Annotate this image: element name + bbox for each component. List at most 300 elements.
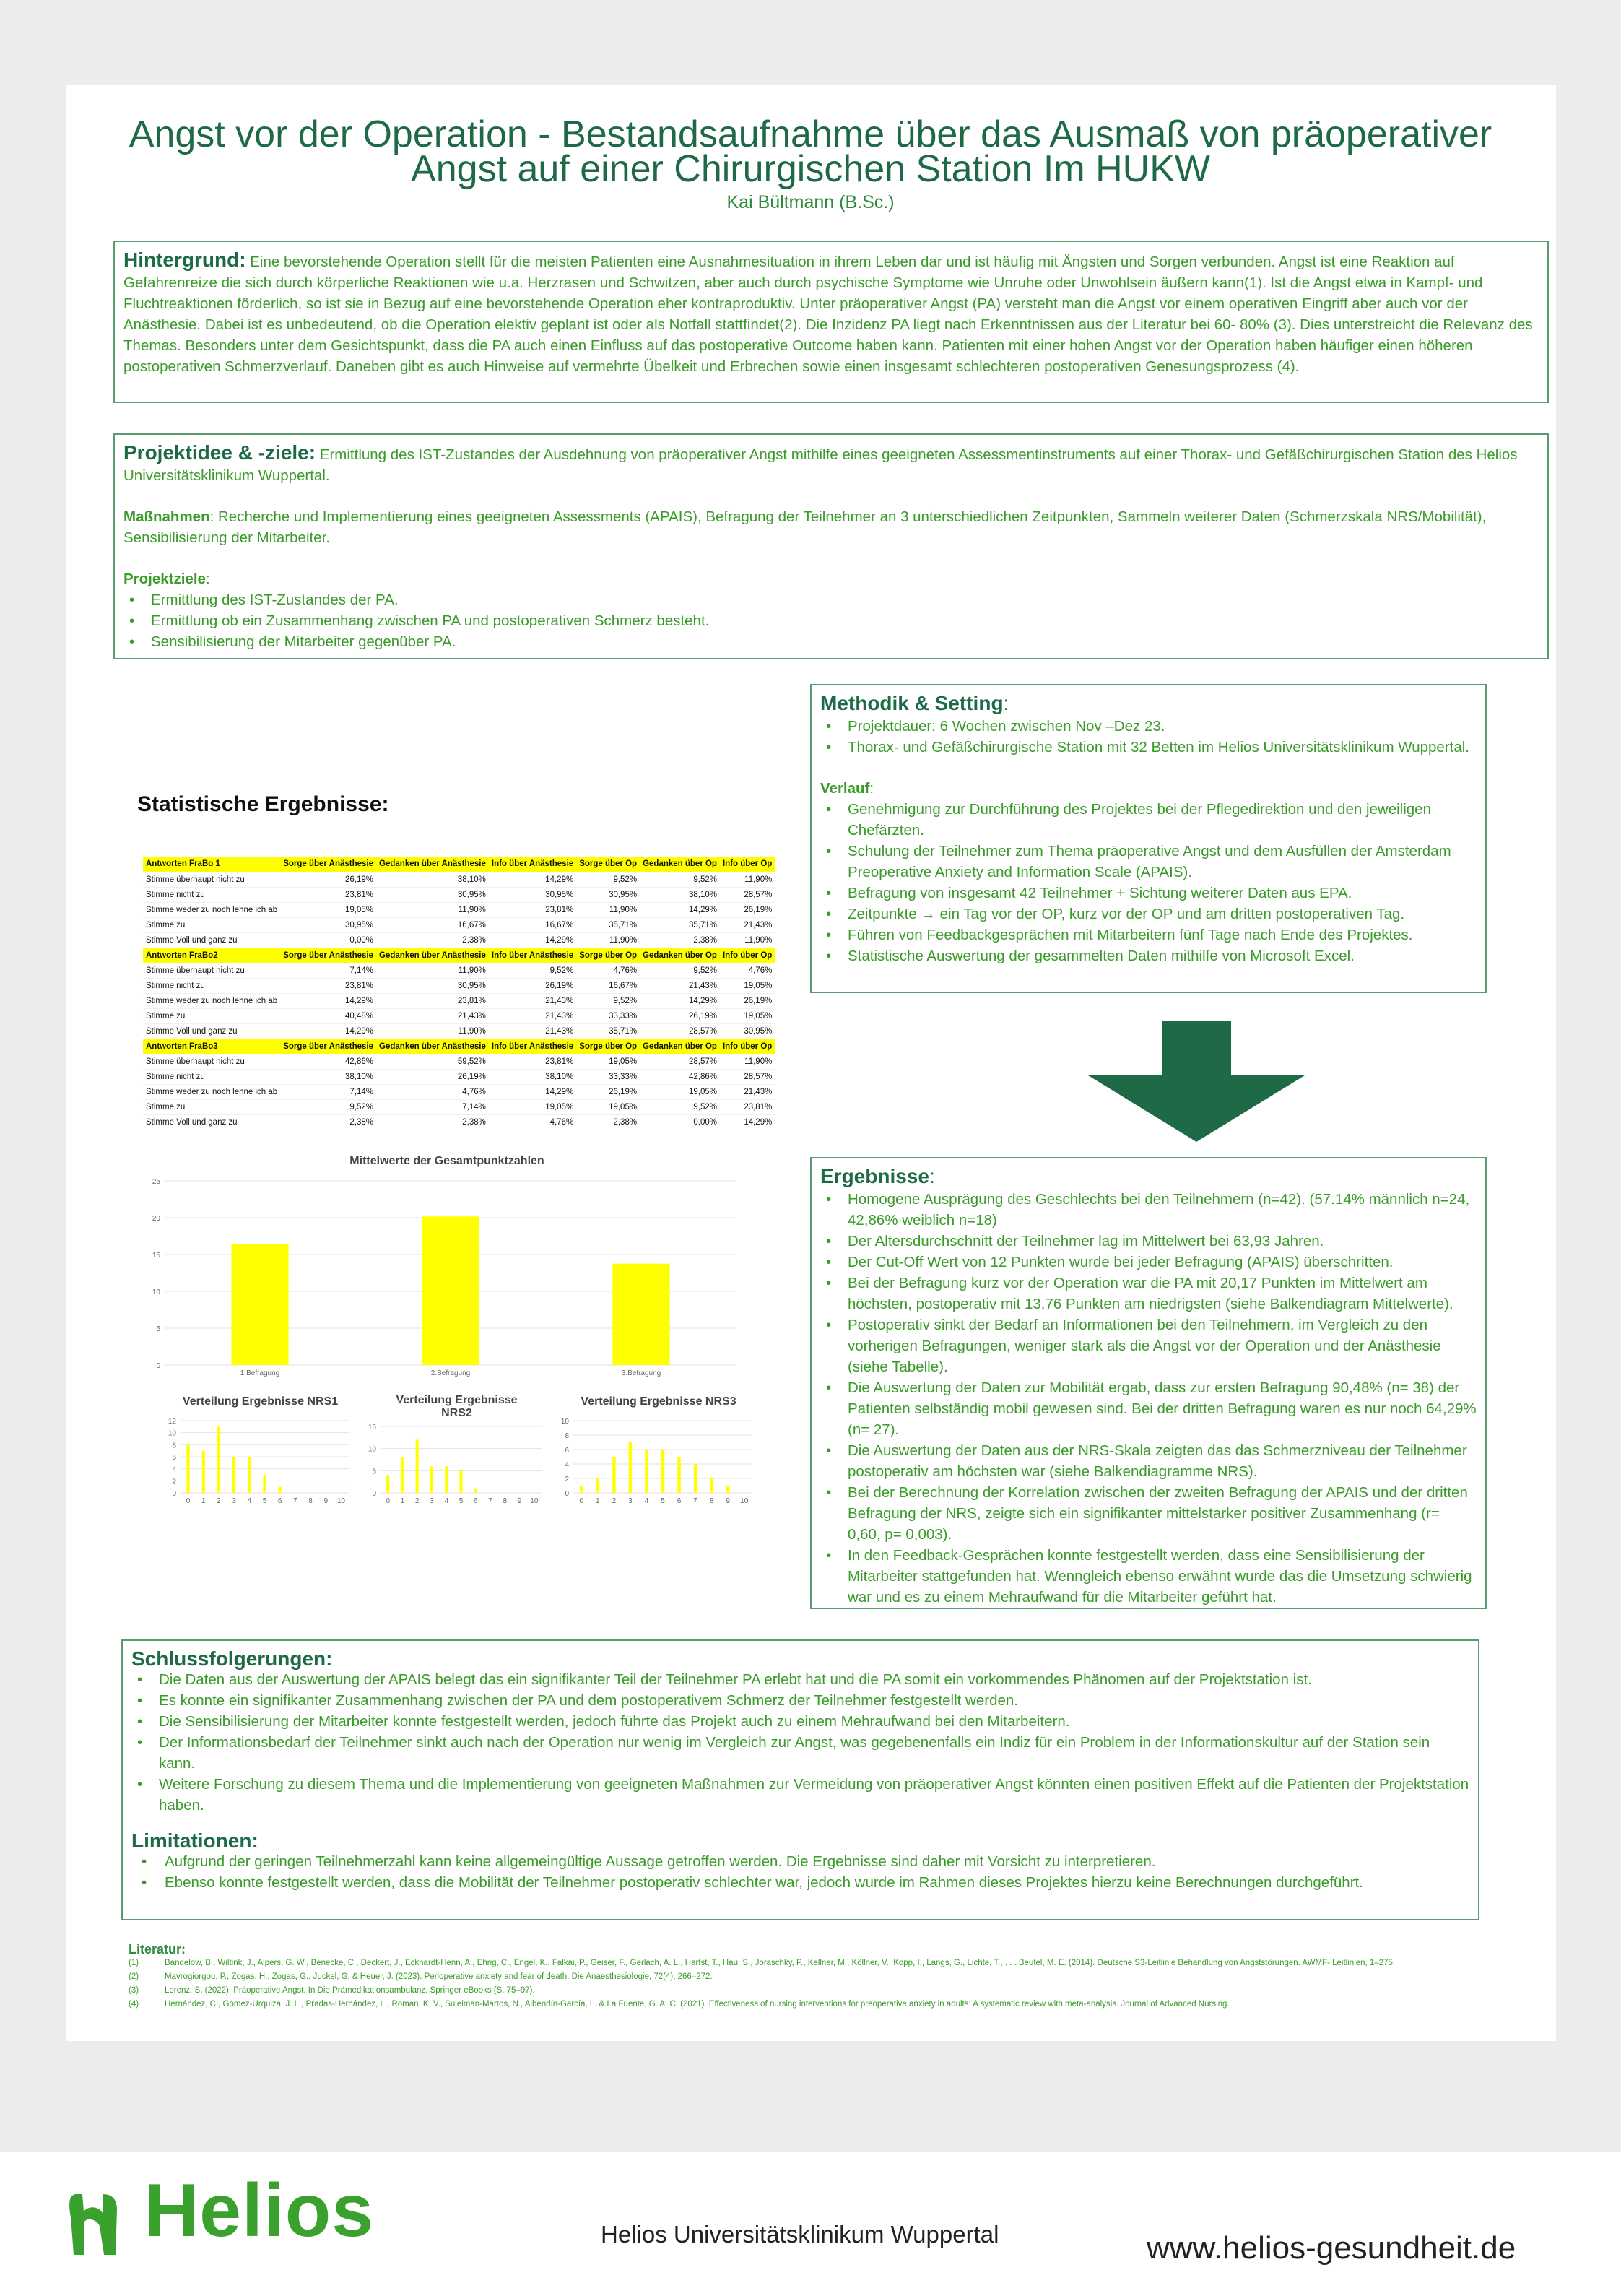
ergebnisse-box: [810, 1157, 1487, 1609]
table-cell: 11,90%: [720, 872, 775, 887]
list-item: • Der Altersdurchschnitt der Teilnehmer lag im Mittelwert bei 63,93 Jahren.: [820, 1231, 1477, 1252]
y-tick-label: 4: [565, 1461, 569, 1469]
statistik-heading: Statistische Ergebnisse:: [137, 792, 389, 816]
arrow-shape: [1088, 1021, 1305, 1142]
x-tick-label: 2: [612, 1497, 617, 1505]
bar: [459, 1470, 462, 1493]
column-header: Sorge über Op: [576, 1039, 640, 1054]
reference-item: (4) Hernández, C., Gómez-Urquiza, J. L., Pradas-Hernández, L., Roman, K. V., Suleiman-Martos, N., Albendín-García, L. & La Fuente, G. A. C. (2021). Effectiveness of nursing interventions for preoperative anxiety in adults: A systematic review with meta-analysis. Journal of Advanced Nursing.: [129, 2000, 1230, 2009]
column-header: Gedanken über Op: [640, 948, 720, 963]
methodik-heading: Methodik & Setting: [820, 692, 1004, 714]
hintergrund-heading: Hintergrund:: [123, 248, 246, 271]
title-line-2: Angst auf einer Chirurgischen Station Im HUKW: [411, 148, 1210, 190]
list-item: • Befragung von insgesamt 42 Teilnehmer + Sichtung weiterer Daten aus EPA.: [820, 883, 1477, 904]
massnahmen-label: Maßnahmen: [123, 508, 210, 525]
helios-logo-text: Helios: [144, 2169, 375, 2253]
table-cell: 9,52%: [640, 872, 720, 887]
row-label: Stimme überhaupt nicht zu: [143, 1054, 280, 1069]
table-cell: 2,38%: [576, 1114, 640, 1130]
row-label: Stimme weder zu noch lehne ich ab: [143, 902, 280, 917]
y-tick-label: 0: [565, 1490, 569, 1498]
bar: [661, 1450, 665, 1493]
bar: [629, 1442, 633, 1493]
table-row: [143, 917, 775, 932]
row-label: Stimme weder zu noch lehne ich ab: [143, 993, 280, 1008]
x-tick-label: 4: [644, 1497, 649, 1505]
list-item: • Die Sensibilisierung der Mitarbeiter konnte festgestellt werden, jedoch führte das Projekt auch zu einem Mehraufwand bei den Mitarbeitern.: [131, 1711, 1469, 1732]
y-tick-label: 8: [172, 1442, 176, 1450]
table-cell: 14,29%: [489, 872, 576, 887]
table-cell: 4,76%: [576, 963, 640, 978]
table-cell: 21,43%: [720, 1084, 775, 1099]
list-item: • Genehmigung zur Durchführung des Projektes bei der Pflegedirektion und den jeweiligen Chefärzten.: [820, 799, 1477, 841]
limitationen-list: [131, 1851, 1469, 1893]
methodik-list: [820, 716, 1477, 758]
x-tick-label: 8: [709, 1497, 714, 1505]
y-tick-label: 0: [372, 1490, 376, 1498]
projekt-heading: Projektidee & -ziele:: [123, 441, 316, 464]
table-cell: 4,76%: [720, 963, 775, 978]
x-tick-label: 6: [677, 1497, 682, 1505]
column-header: Sorge über Op: [576, 948, 640, 963]
x-tick-label: 5: [459, 1497, 464, 1505]
row-label: Stimme Voll und ganz zu: [143, 932, 280, 948]
y-tick-label: 6: [565, 1447, 569, 1455]
verlauf-label: Verlauf: [820, 780, 870, 797]
list-item: • Es konnte ein signifikanter Zusammenhang zwischen der PA und dem postoperativem Schmerz der Teilnehmer festgestellt werden.: [131, 1690, 1469, 1711]
table-cell: 2,38%: [376, 932, 489, 948]
bar: [474, 1489, 477, 1493]
table-cell: 2,38%: [280, 1114, 376, 1130]
list-item: • Zeitpunkte → ein Tag vor der OP, kurz vor der OP und am dritten postoperativen Tag.: [820, 904, 1477, 924]
poster-title: [0, 113, 1621, 190]
table-cell: 11,90%: [376, 1023, 489, 1039]
table-cell: 26,19%: [576, 1084, 640, 1099]
y-tick-label: 10: [152, 1288, 160, 1296]
bar: [612, 1264, 669, 1365]
reference-item: (3) Lorenz, S. (2022). Präoperative Angst. In Die Prämedikationsambulanz. Springer eBooks (S. 75–97).: [129, 1986, 535, 1995]
table-cell: 33,33%: [576, 1008, 640, 1023]
column-header: Info über Op: [720, 857, 775, 872]
table-cell: 14,29%: [280, 993, 376, 1008]
table-row: [143, 1023, 775, 1039]
footer-url[interactable]: www.helios-gesundheit.de: [1147, 2230, 1516, 2266]
table-cell: 11,90%: [576, 932, 640, 948]
chart-title: Verteilung Ergebnisse NRS3: [581, 1395, 736, 1408]
list-item: • Postoperativ sinkt der Bedarf an Informationen bei den Teilnehmern, im Vergleich zu den vorherigen Befragungen, weniger stark als die Angst vor der Operation und der Anästhesie (siehe Tabelle).: [820, 1314, 1477, 1377]
y-tick-label: 4: [172, 1465, 176, 1474]
table-cell: 35,71%: [576, 917, 640, 932]
mean-chart: [143, 1148, 751, 1387]
table-cell: 4,76%: [489, 1114, 576, 1130]
schluss-heading: Schlussfolgerungen:: [131, 1647, 333, 1670]
table-row: [143, 1054, 775, 1069]
table-cell: 19,05%: [720, 1008, 775, 1023]
helios-logo-icon: [66, 2188, 123, 2261]
table-cell: 23,81%: [489, 902, 576, 917]
table-row: [143, 1114, 775, 1130]
list-item: • Aufgrund der geringen Teilnehmerzahl kann keine allgemeingültige Aussage getroffen werden. Die Ergebnisse sind daher mit Vorsicht zu interpretieren.: [131, 1851, 1469, 1872]
y-tick-label: 20: [152, 1215, 160, 1223]
row-label: Stimme nicht zu: [143, 978, 280, 993]
x-tick-label: 0: [579, 1497, 584, 1505]
y-tick-label: 10: [368, 1445, 376, 1454]
group-label: Antworten FraBo 1: [143, 857, 280, 872]
table-cell: 19,05%: [489, 1099, 576, 1114]
y-tick-label: 15: [152, 1252, 160, 1260]
table-cell: 11,90%: [720, 932, 775, 948]
title-line-1: Angst vor der Operation - Bestandsaufnahme über das Ausmaß von präoperativer: [129, 113, 1492, 155]
projekt-box: [113, 433, 1549, 659]
list-item: • Die Daten aus der Auswertung der APAIS belegt das ein signifikanter Teil der Teilnehmer PA erlebt hat und die PA somit ein vorkommendes Phänomen auf der Projektstation ist.: [131, 1669, 1469, 1690]
schluss-box: [121, 1639, 1479, 1920]
list-item: • Projektdauer: 6 Wochen zwischen Nov –Dez 23.: [820, 716, 1477, 737]
table-header-row: [143, 948, 775, 963]
list-item: • Der Cut-Off Wert von 12 Punkten wurde bei jeder Befragung (APAIS) überschritten.: [820, 1252, 1477, 1273]
list-item: • Führen von Feedbackgesprächen mit Mitarbeitern fünf Tage nach Ende des Projektes.: [820, 924, 1477, 945]
row-label: Stimme überhaupt nicht zu: [143, 963, 280, 978]
chart-title: Verteilung Ergebnisse NRS1: [182, 1395, 339, 1408]
table-cell: 42,86%: [280, 1054, 376, 1069]
table-cell: 28,57%: [640, 1054, 720, 1069]
bar: [645, 1450, 648, 1493]
y-tick-label: 0: [172, 1490, 176, 1498]
table-cell: 16,67%: [376, 917, 489, 932]
bar: [612, 1457, 616, 1493]
table-cell: 9,52%: [489, 963, 576, 978]
column-header: Gedanken über Anästhesie: [376, 1039, 489, 1054]
x-tick-label: 5: [262, 1497, 267, 1505]
column-header: Info über Anästhesie: [489, 1039, 576, 1054]
chart-title: Verteilung Ergebnisse NRS2: [396, 1394, 518, 1419]
y-tick-label: 5: [156, 1325, 160, 1333]
projekt-text: Ermittlung des IST-Zustandes der Ausdehnung von präoperativer Angst mithilfe eines geeigneten Assessmentinstruments auf einer Thorax- und Gefäßchirurgischen Station des Helios Universitätsklinikum Wuppertal.: [123, 446, 1518, 484]
x-tick-label: 2: [217, 1497, 221, 1505]
table-cell: 42,86%: [640, 1069, 720, 1084]
table-row: [143, 978, 775, 993]
table-row: [143, 1069, 775, 1084]
x-tick-label: 8: [308, 1497, 313, 1505]
table-row: [143, 887, 775, 902]
x-tick-label: 6: [277, 1497, 282, 1505]
table-cell: 19,05%: [280, 902, 376, 917]
table-row: [143, 993, 775, 1008]
methodik-colon: :: [1003, 692, 1009, 714]
table-cell: 16,67%: [576, 978, 640, 993]
table-cell: 26,19%: [376, 1069, 489, 1084]
table-cell: 38,10%: [376, 872, 489, 887]
list-item: • Ebenso konnte festgestellt werden, dass die Mobilität der Teilnehmer postoperativ schlechter war, jedoch wurde im Rahmen dieses Projektes hierzu keine Berechnungen durchgeführt.: [131, 1872, 1469, 1893]
table-cell: 7,14%: [280, 963, 376, 978]
table-cell: 23,81%: [376, 993, 489, 1008]
table-cell: 9,52%: [576, 872, 640, 887]
table-cell: 2,38%: [640, 932, 720, 948]
list-item: • Bei der Befragung kurz vor der Operation war die PA mit 20,17 Punkten im Mittelwert am höchsten, postoperativ mit 13,76 Punkten am niedrigsten (siehe Balkendiagram Mittelwerte).: [820, 1273, 1477, 1314]
table-row: [143, 963, 775, 978]
table-cell: 14,29%: [489, 932, 576, 948]
x-tick-label: 3.Befragung: [621, 1369, 661, 1377]
x-tick-label: 0: [386, 1497, 390, 1505]
table-cell: 21,43%: [720, 917, 775, 932]
list-item: • In den Feedback-Gesprächen konnte festgestellt werden, dass eine Sensibilisierung der Mitarbeiter stattgefunden hat. Wenngleich ebenso erwähnt wurde das die Umsetzung schwierig war und es zu einem Mehraufwand für die Mitarbeiter geführt hat.: [820, 1545, 1477, 1608]
x-tick-label: 3: [628, 1497, 633, 1505]
bar: [231, 1244, 288, 1365]
list-item: • Sensibilisierung der Mitarbeiter gegenüber PA.: [123, 631, 1539, 652]
x-tick-label: 10: [336, 1497, 345, 1505]
x-tick-label: 8: [503, 1497, 508, 1505]
table-cell: 30,95%: [280, 917, 376, 932]
x-tick-label: 4: [247, 1497, 252, 1505]
table-row: [143, 902, 775, 917]
reference-item: (1) Bandelow, B., Wiltink, J., Alpers, G. W., Benecke, C., Deckert, J., Eckhardt-Henn, A., Ehrig, C., Engel, K., Falkai, P., Geiser, F., Gerlach, A. L., Harfst, T., Hau, S., Joraschky, P., Kellner, M., Köllner, V., Kopp, I., Langs, G., Lichte, T., . . . Beutel, M. E. (2014). Deutsche S3-Leitlinie Behandlung von Angststörungen. AWMF- Leitlinien, 1–275.: [129, 1959, 1396, 1967]
table-cell: 33,33%: [576, 1069, 640, 1084]
table-row: [143, 872, 775, 887]
y-tick-label: 8: [565, 1432, 569, 1440]
table-cell: 26,19%: [640, 1008, 720, 1023]
table-cell: 28,57%: [640, 1023, 720, 1039]
bar: [445, 1466, 448, 1493]
bar: [580, 1486, 583, 1493]
list-item: • Ermittlung des IST-Zustandes der PA.: [123, 589, 1539, 610]
list-item: • Thorax- und Gefäßchirurgische Station mit 32 Betten im Helios Universitätsklinikum Wuppertal.: [820, 737, 1477, 758]
y-tick-label: 25: [152, 1178, 160, 1186]
bar: [694, 1464, 697, 1493]
table-cell: 14,29%: [640, 902, 720, 917]
table-cell: 26,19%: [489, 978, 576, 993]
nrs2-chart: [365, 1390, 549, 1513]
bar: [202, 1451, 205, 1493]
projektziele-colon: :: [205, 571, 210, 587]
bar: [422, 1216, 479, 1365]
chart-title: Mittelwerte der Gesamtpunktzahlen: [349, 1155, 544, 1167]
table-cell: 19,05%: [720, 978, 775, 993]
bar: [596, 1478, 600, 1493]
row-label: Stimme zu: [143, 1008, 280, 1023]
ergebnisse-colon: :: [929, 1165, 935, 1187]
x-tick-label: 9: [726, 1497, 730, 1505]
y-tick-label: 5: [372, 1468, 376, 1476]
table-cell: 7,14%: [376, 1099, 489, 1114]
table-header-row: [143, 1039, 775, 1054]
bar: [710, 1478, 713, 1493]
table-cell: 23,81%: [720, 1099, 775, 1114]
list-item: • Statistische Auswertung der gesammelten Daten mithilfe von Microsoft Excel.: [820, 945, 1477, 966]
table-cell: 26,19%: [720, 993, 775, 1008]
table-cell: 21,43%: [489, 1008, 576, 1023]
table-cell: 0,00%: [640, 1114, 720, 1130]
table-cell: 14,29%: [280, 1023, 376, 1039]
x-tick-label: 1: [201, 1497, 206, 1505]
row-label: Stimme nicht zu: [143, 1069, 280, 1084]
x-tick-label: 10: [530, 1497, 539, 1505]
column-header: Gedanken über Op: [640, 857, 720, 872]
list-item: • Der Informationsbedarf der Teilnehmer sinkt auch nach der Operation nur wenig im Vergleich zur Angst, was gegebenenfalls ein Indiz für ein Problem in der Informationskultur auf der Station sein kann.: [131, 1732, 1469, 1774]
schluss-list: [131, 1669, 1469, 1816]
row-label: Stimme zu: [143, 1099, 280, 1114]
table-cell: 35,71%: [640, 917, 720, 932]
y-tick-label: 12: [168, 1418, 176, 1426]
table-cell: 14,29%: [489, 1084, 576, 1099]
column-header: Sorge über Anästhesie: [280, 857, 376, 872]
x-tick-label: 9: [323, 1497, 329, 1505]
table-cell: 23,81%: [280, 887, 376, 902]
bar: [416, 1439, 419, 1493]
row-label: Stimme Voll und ganz zu: [143, 1114, 280, 1130]
table-cell: 59,52%: [376, 1054, 489, 1069]
list-item: • Bei der Berechnung der Korrelation zwischen der zweiten Befragung der APAIS und der dritten Befragung der NRS, zeigte sich ein signifikanter mittelstarker positiver Zusammenhang (r= 0,60, p= 0,003).: [820, 1482, 1477, 1545]
table-cell: 40,48%: [280, 1008, 376, 1023]
table-cell: 0,00%: [280, 932, 376, 948]
table-cell: 14,29%: [640, 993, 720, 1008]
table-cell: 30,95%: [376, 887, 489, 902]
column-header: Gedanken über Anästhesie: [376, 948, 489, 963]
table-cell: 28,57%: [720, 1069, 775, 1084]
table-cell: 21,43%: [376, 1008, 489, 1023]
table-cell: 9,52%: [576, 993, 640, 1008]
literatur: [129, 1943, 1500, 2011]
table-cell: 21,43%: [489, 1023, 576, 1039]
bar: [386, 1475, 389, 1493]
author: Kai Bültmann (B.Sc.): [726, 192, 895, 212]
table-cell: 26,19%: [720, 902, 775, 917]
column-header: Info über Op: [720, 948, 775, 963]
table-cell: 30,95%: [576, 887, 640, 902]
y-tick-label: 10: [168, 1429, 176, 1438]
row-label: Stimme weder zu noch lehne ich ab: [143, 1084, 280, 1099]
table-cell: 30,95%: [489, 887, 576, 902]
hintergrund-box: [113, 241, 1549, 403]
ergebnisse-heading: Ergebnisse: [820, 1165, 929, 1187]
list-item: • Die Auswertung der Daten aus der NRS-Skala zeigten das das Schmerzniveau der Teilnehmer postoperativ am höchsten war (siehe Balkendiagramme NRS).: [820, 1440, 1477, 1482]
literatur-heading: Literatur:: [129, 1942, 186, 1957]
methodik-box: [810, 684, 1487, 993]
row-label: Stimme überhaupt nicht zu: [143, 872, 280, 887]
x-tick-label: 1.Befragung: [240, 1369, 280, 1377]
limitationen-heading: Limitationen:: [131, 1829, 258, 1852]
bar: [279, 1487, 282, 1493]
bar: [430, 1466, 433, 1493]
ergebnisse-list: [820, 1189, 1477, 1608]
column-header: Gedanken über Anästhesie: [376, 857, 489, 872]
x-tick-label: 3: [232, 1497, 236, 1505]
statistik-table: [143, 857, 775, 1130]
x-tick-label: 1: [596, 1497, 600, 1505]
y-tick-label: 10: [560, 1418, 569, 1426]
table-cell: 16,67%: [489, 917, 576, 932]
table-row: [143, 1099, 775, 1114]
bar: [677, 1457, 681, 1493]
row-label: Stimme Voll und ganz zu: [143, 1023, 280, 1039]
list-item: • Weitere Forschung zu diesem Thema und die Implementierung von geeigneten Maßnahmen zur Vermeidung von präoperativer Angst könnten einen positiven Effekt auf die Patienten der Projektstation haben.: [131, 1774, 1469, 1816]
x-tick-label: 6: [473, 1497, 478, 1505]
y-tick-label: 2: [565, 1476, 569, 1483]
table-cell: 19,05%: [640, 1084, 720, 1099]
hintergrund-text: Eine bevorstehende Operation stellt für die meisten Patienten eine Ausnahmesituation in ihrem Leben dar und ist häufig mit Ängsten und Sorgen verbunden. Angst ist eine Reaktion auf Gefahrenreize die sich durch körperliche Reaktionen wie u.a. Herzrasen und Schwitzen, aber auch durch psychische Symptome wie Unruhe oder Unwohlsein äußern kann(1). Ist die Angst etwa in Kampf- und Fluchtreaktionen förderlich, so ist sie in Bezug auf eine bevorstehende Operation eher kontraproduktiv. Unter präoperativer Angst (PA) versteht man die Angst vor einem operativen Eingriff aber auch vor der Anästhesie. Dabei ist es unbedeutend, ob die Operation elektiv geplant ist oder als Notfall stattfindet(2). Die Inzidenz PA liegt nach Erkenntnissen aus der Literatur bei 60- 80% (3). Dies unterstreicht die Relevanz des Themas. Besonders unter dem Gesichtspunkt, dass die PA auch einen Einfluss auf das postoperative Outcome haben kann. Patienten mit einer hohen Angst vor der Operation haben häufiger einen höheren postoperativen Schmerzverlauf. Daneben gibt es auch Hinweise auf vermehrte Übelkeit und Erbrechen sowie einen insgesamt schlechteren postoperativen Genesungsprozess (4).: [123, 254, 1533, 375]
x-tick-label: 0: [186, 1497, 191, 1505]
x-tick-label: 1: [400, 1497, 405, 1505]
bar: [401, 1457, 404, 1493]
column-header: Sorge über Op: [576, 857, 640, 872]
table-cell: 19,05%: [576, 1054, 640, 1069]
bar: [186, 1444, 189, 1493]
bar: [263, 1475, 266, 1493]
column-header: Sorge über Anästhesie: [280, 948, 376, 963]
column-header: Info über Anästhesie: [489, 948, 576, 963]
projektziele-list: [123, 589, 1539, 652]
table-cell: 38,10%: [640, 887, 720, 902]
nrs3-chart: [557, 1390, 760, 1513]
bar: [726, 1486, 730, 1493]
x-tick-label: 2: [414, 1497, 420, 1505]
group-label: Antworten FraBo3: [143, 1039, 280, 1054]
column-header: Info über Anästhesie: [489, 857, 576, 872]
table-cell: 7,14%: [280, 1084, 376, 1099]
table-header-row: [143, 857, 775, 872]
table-cell: 11,90%: [720, 1054, 775, 1069]
table-cell: 28,57%: [720, 887, 775, 902]
table-cell: 9,52%: [640, 1099, 720, 1114]
list-item: • Homogene Ausprägung des Geschlechts bei den Teilnehmern (n=42). (57.14% männlich n=24, 42,86% weiblich n=18): [820, 1189, 1477, 1231]
table-cell: 38,10%: [280, 1069, 376, 1084]
table-cell: 30,95%: [720, 1023, 775, 1039]
y-tick-label: 6: [172, 1454, 176, 1462]
x-tick-label: 4: [444, 1497, 449, 1505]
x-tick-label: 7: [693, 1497, 697, 1505]
projektziele-label: Projektziele: [123, 571, 206, 587]
table-row: [143, 932, 775, 948]
nrs1-chart: [165, 1390, 356, 1513]
y-tick-label: 2: [172, 1478, 176, 1486]
list-item: • Ermittlung ob ein Zusammenhang zwischen PA und postoperativen Schmerz besteht.: [123, 610, 1539, 631]
bar: [217, 1426, 220, 1493]
x-tick-label: 7: [488, 1497, 492, 1505]
bar: [232, 1457, 235, 1493]
footer-klinik: Helios Universitätsklinikum Wuppertal: [601, 2221, 999, 2248]
row-label: Stimme zu: [143, 917, 280, 932]
group-label: Antworten FraBo2: [143, 948, 280, 963]
table-cell: 9,52%: [280, 1099, 376, 1114]
table-cell: 23,81%: [489, 1054, 576, 1069]
x-tick-label: 10: [740, 1497, 749, 1505]
column-header: Sorge über Anästhesie: [280, 1039, 376, 1054]
table-cell: 11,90%: [576, 902, 640, 917]
y-tick-label: 0: [156, 1362, 160, 1370]
reference-item: (2) Mavrogiorgou, P., Zogas, H., Zogas, G., Juckel, G. & Heuer, J. (2023). Perioperative anxiety and fear of death. Die Anaesthesiologie, 72(4), 266–272.: [129, 1972, 713, 1981]
x-tick-label: 2.Befragung: [430, 1369, 471, 1377]
y-tick-label: 15: [368, 1424, 376, 1431]
massnahmen-text: : Recherche und Implementierung eines geeigneten Assessments (APAIS), Befragung der Teilnehmer an 3 unterschiedlichen Zeitpunkten, Sammeln weiterer Daten (Schmerzskala NRS/Mobilität), Sensibilisierung der Mitarbeiter.: [123, 508, 1487, 546]
table-cell: 2,38%: [376, 1114, 489, 1130]
verlauf-list: [820, 799, 1477, 966]
table-cell: 19,05%: [576, 1099, 640, 1114]
table-cell: 35,71%: [576, 1023, 640, 1039]
x-tick-label: 9: [517, 1497, 522, 1505]
list-item: • Die Auswertung der Daten zur Mobilität ergab, dass zur ersten Befragung 90,48% (n= 38) der Patienten selbständig mobil gewesen sind. Bei der dritten Befragung waren es nur noch 64,29% (n= 27).: [820, 1377, 1477, 1440]
x-tick-label: 3: [430, 1497, 434, 1505]
table-cell: 21,43%: [640, 978, 720, 993]
table-cell: 4,76%: [376, 1084, 489, 1099]
table-cell: 26,19%: [280, 872, 376, 887]
arrow-down-icon: [1088, 1021, 1305, 1142]
row-label: Stimme nicht zu: [143, 887, 280, 902]
x-tick-label: 7: [293, 1497, 297, 1505]
table-cell: 9,52%: [640, 963, 720, 978]
bar: [248, 1457, 251, 1493]
verlauf-colon: :: [869, 780, 874, 797]
column-header: Gedanken über Op: [640, 1039, 720, 1054]
table-cell: 21,43%: [489, 993, 576, 1008]
table-cell: 11,90%: [376, 902, 489, 917]
